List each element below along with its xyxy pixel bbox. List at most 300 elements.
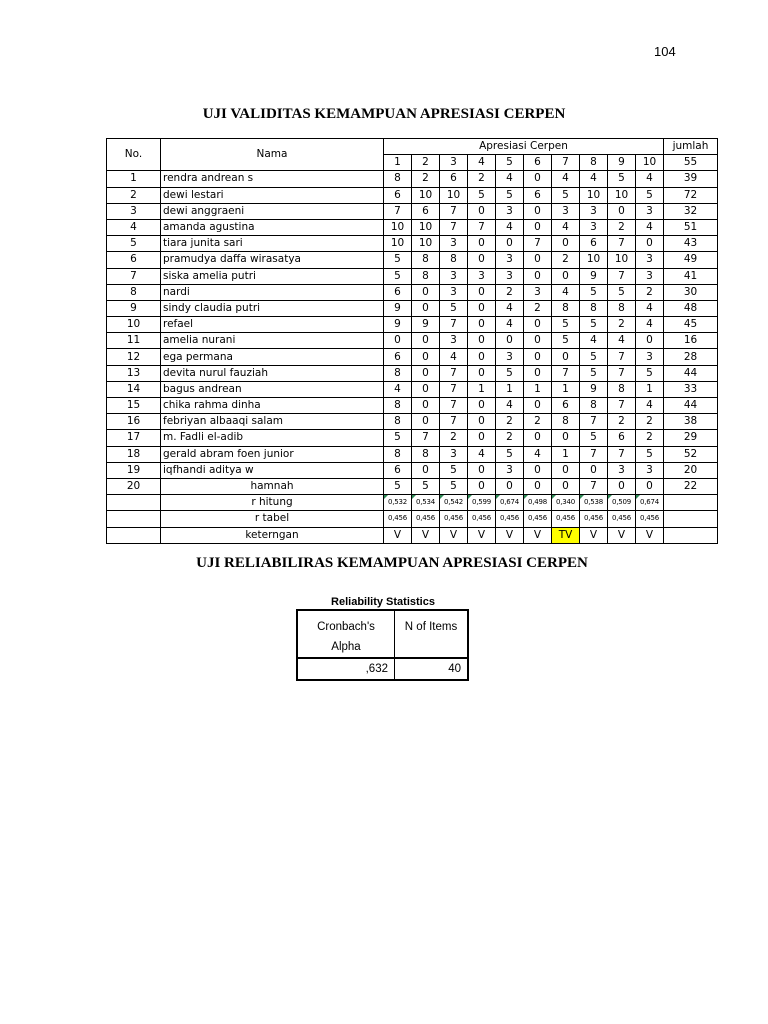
score-cell: 2 (496, 284, 524, 300)
r-hitung-value: 0,532 (384, 495, 412, 511)
score-cell: 8 (412, 446, 440, 462)
student-name: febriyan albaaqi salam (161, 414, 384, 430)
score-cell: 3 (440, 236, 468, 252)
row-number: 5 (107, 236, 161, 252)
score-cell: 7 (384, 203, 412, 219)
score-cell: 0 (524, 430, 552, 446)
student-name: ega permana (161, 349, 384, 365)
student-name: dewi lestari (161, 187, 384, 203)
item-number: 7 (552, 155, 580, 171)
table-row (107, 300, 718, 316)
score-cell: 7 (608, 349, 636, 365)
total-cell: 52 (664, 446, 718, 462)
score-cell: 8 (608, 381, 636, 397)
score-cell: 1 (496, 381, 524, 397)
row-number: 7 (107, 268, 161, 284)
score-cell: 4 (552, 284, 580, 300)
row-number: 19 (107, 462, 161, 478)
jumlah-total: 55 (664, 155, 718, 171)
score-cell: 1 (552, 381, 580, 397)
student-name: devita nurul fauziah (161, 365, 384, 381)
score-cell: 3 (636, 252, 664, 268)
student-name: nardi (161, 284, 384, 300)
score-cell: 7 (440, 203, 468, 219)
r-tabel-value: 0,456 (496, 511, 524, 527)
validity-table (106, 138, 718, 544)
score-cell: 0 (412, 349, 440, 365)
score-cell: 0 (524, 317, 552, 333)
student-name: bagus andrean (161, 381, 384, 397)
total-cell: 32 (664, 203, 718, 219)
table-row (107, 349, 718, 365)
keterangan-value: V (608, 527, 636, 543)
reliability-stats-table (296, 609, 469, 681)
score-cell: 0 (468, 478, 496, 494)
r-hitung-label: r hitung (161, 495, 384, 511)
row-number: 2 (107, 187, 161, 203)
score-cell: 5 (384, 252, 412, 268)
score-cell: 3 (552, 203, 580, 219)
table-row (107, 462, 718, 478)
score-cell: 4 (440, 349, 468, 365)
row-number: 12 (107, 349, 161, 365)
score-cell: 4 (552, 219, 580, 235)
score-cell: 3 (608, 462, 636, 478)
score-cell: 5 (384, 430, 412, 446)
total-cell: 44 (664, 365, 718, 381)
score-cell: 7 (440, 381, 468, 397)
score-cell: 4 (636, 171, 664, 187)
score-cell: 0 (412, 414, 440, 430)
score-cell: 7 (440, 365, 468, 381)
score-cell: 6 (440, 171, 468, 187)
r-tabel-value: 0,456 (608, 511, 636, 527)
score-cell: 4 (608, 333, 636, 349)
score-cell: 0 (468, 430, 496, 446)
score-cell: 7 (440, 414, 468, 430)
score-cell: 5 (608, 284, 636, 300)
score-cell: 7 (524, 236, 552, 252)
score-cell: 2 (496, 414, 524, 430)
item-number: 2 (412, 155, 440, 171)
score-cell: 0 (524, 462, 552, 478)
score-cell: 5 (608, 171, 636, 187)
score-cell: 4 (496, 219, 524, 235)
r-hitung-value: 0,674 (496, 495, 524, 511)
score-cell: 0 (552, 349, 580, 365)
score-cell: 7 (580, 446, 608, 462)
score-cell: 10 (580, 252, 608, 268)
total-cell: 20 (664, 462, 718, 478)
score-cell: 0 (468, 365, 496, 381)
r-hitung-value: 0,509 (608, 495, 636, 511)
score-cell: 0 (412, 333, 440, 349)
score-cell: 8 (412, 252, 440, 268)
no-header: No. (107, 139, 161, 171)
score-cell: 6 (384, 187, 412, 203)
score-cell: 9 (580, 381, 608, 397)
score-cell: 9 (384, 317, 412, 333)
score-cell: 0 (468, 203, 496, 219)
score-cell: 0 (412, 381, 440, 397)
score-cell: 5 (440, 462, 468, 478)
total-cell: 39 (664, 171, 718, 187)
cronbach-alpha-header (297, 610, 395, 658)
score-cell: 5 (496, 365, 524, 381)
score-cell: 3 (440, 446, 468, 462)
score-cell: 5 (580, 349, 608, 365)
row-number: 4 (107, 219, 161, 235)
table-row (107, 236, 718, 252)
r-tabel-value: 0,456 (468, 511, 496, 527)
student-name: dewi anggraeni (161, 203, 384, 219)
table-row (107, 268, 718, 284)
r-tabel-value: 0,456 (580, 511, 608, 527)
keterangan-value: V (412, 527, 440, 543)
table-row (107, 187, 718, 203)
score-cell: 3 (440, 333, 468, 349)
score-cell: 6 (608, 430, 636, 446)
score-cell: 3 (496, 268, 524, 284)
student-name: rendra andrean s (161, 171, 384, 187)
keterangan-value: V (580, 527, 608, 543)
score-cell: 2 (524, 414, 552, 430)
total-cell: 43 (664, 236, 718, 252)
score-cell: 7 (608, 236, 636, 252)
score-cell: 0 (468, 398, 496, 414)
score-cell: 7 (440, 317, 468, 333)
r-hitung-value: 0,542 (440, 495, 468, 511)
score-cell: 8 (412, 268, 440, 284)
score-cell: 7 (580, 414, 608, 430)
score-cell: 7 (608, 268, 636, 284)
row-number: 13 (107, 365, 161, 381)
jumlah-header: jumlah (664, 139, 718, 155)
score-cell: 10 (440, 187, 468, 203)
score-cell: 2 (608, 414, 636, 430)
score-cell: 5 (552, 187, 580, 203)
score-cell: 5 (384, 268, 412, 284)
header-row (107, 139, 718, 155)
student-name: siska amelia putri (161, 268, 384, 284)
reliability-title: UJI RELIABILIRAS KEMAMPUAN APRESIASI CERPEN (196, 555, 588, 571)
score-cell: 1 (636, 381, 664, 397)
score-cell: 3 (496, 252, 524, 268)
row-number: 20 (107, 478, 161, 494)
score-cell: 2 (468, 171, 496, 187)
score-cell: 2 (524, 300, 552, 316)
score-cell: 9 (384, 300, 412, 316)
row-number: 11 (107, 333, 161, 349)
alpha-label: Alpha (331, 641, 361, 653)
score-cell: 8 (580, 398, 608, 414)
score-cell: 2 (636, 430, 664, 446)
score-cell: 0 (496, 236, 524, 252)
score-cell: 0 (636, 478, 664, 494)
score-cell: 5 (636, 187, 664, 203)
row-number: 14 (107, 381, 161, 397)
nama-header: Nama (161, 139, 384, 171)
item-number: 8 (580, 155, 608, 171)
score-cell: 5 (496, 187, 524, 203)
r-tabel-label: r tabel (161, 511, 384, 527)
score-cell: 1 (468, 381, 496, 397)
score-cell: 0 (468, 462, 496, 478)
n-items-value: 40 (395, 658, 469, 680)
row-number: 18 (107, 446, 161, 462)
table-row (107, 446, 718, 462)
total-cell: 49 (664, 252, 718, 268)
row-number: 8 (107, 284, 161, 300)
table-row (107, 317, 718, 333)
item-number: 10 (636, 155, 664, 171)
score-cell: 0 (524, 478, 552, 494)
r-hitung-value: 0,538 (580, 495, 608, 511)
table-row (107, 219, 718, 235)
score-cell: 6 (384, 284, 412, 300)
score-cell: 3 (636, 462, 664, 478)
score-cell: 8 (552, 300, 580, 316)
score-cell: 5 (636, 365, 664, 381)
score-cell: 10 (608, 252, 636, 268)
r-hitung-value: 0,340 (552, 495, 580, 511)
score-cell: 8 (552, 414, 580, 430)
row-number: 16 (107, 414, 161, 430)
empty-cell (107, 527, 161, 543)
score-cell: 0 (524, 349, 552, 365)
score-cell: 0 (412, 398, 440, 414)
score-cell: 0 (468, 317, 496, 333)
score-cell: 5 (580, 317, 608, 333)
score-cell: 4 (636, 300, 664, 316)
score-cell: 0 (524, 203, 552, 219)
score-cell: 4 (552, 171, 580, 187)
empty-cell (664, 527, 718, 543)
r-hitung-value: 0,498 (524, 495, 552, 511)
r-hitung-value: 0,599 (468, 495, 496, 511)
total-cell: 22 (664, 478, 718, 494)
score-cell: 2 (608, 317, 636, 333)
score-cell: 4 (636, 317, 664, 333)
score-cell: 3 (496, 462, 524, 478)
score-cell: 10 (384, 219, 412, 235)
validity-title: UJI VALIDITAS KEMAMPUAN APRESIASI CERPEN (202, 106, 566, 122)
score-cell: 3 (496, 203, 524, 219)
r-hitung-row (107, 495, 718, 511)
total-cell: 51 (664, 219, 718, 235)
score-cell: 8 (384, 365, 412, 381)
student-name: chika rahma dinha (161, 398, 384, 414)
table-row (107, 284, 718, 300)
apresiasi-cerpen-header: Apresiasi Cerpen (384, 139, 664, 155)
r-tabel-value: 0,456 (384, 511, 412, 527)
score-cell: 2 (636, 414, 664, 430)
total-cell: 72 (664, 187, 718, 203)
score-cell: 4 (636, 398, 664, 414)
score-cell: 5 (440, 478, 468, 494)
r-tabel-value: 0,456 (552, 511, 580, 527)
score-cell: 5 (412, 478, 440, 494)
score-cell: 5 (636, 446, 664, 462)
score-cell: 10 (412, 236, 440, 252)
row-number: 6 (107, 252, 161, 268)
score-cell: 3 (636, 268, 664, 284)
score-cell: 0 (496, 333, 524, 349)
score-cell: 0 (552, 236, 580, 252)
table-row (107, 252, 718, 268)
table-row (107, 430, 718, 446)
keterangan-value: TV (552, 527, 580, 543)
score-cell: 3 (440, 268, 468, 284)
score-cell: 10 (412, 187, 440, 203)
total-cell: 45 (664, 317, 718, 333)
student-name: pramudya daffa wirasatya (161, 252, 384, 268)
score-cell: 5 (552, 333, 580, 349)
score-cell: 8 (580, 300, 608, 316)
total-cell: 44 (664, 398, 718, 414)
score-cell: 5 (496, 446, 524, 462)
score-cell: 0 (524, 268, 552, 284)
keterangan-value: V (524, 527, 552, 543)
score-cell: 3 (580, 203, 608, 219)
r-hitung-value: 0,674 (636, 495, 664, 511)
score-cell: 1 (552, 446, 580, 462)
item-number: 3 (440, 155, 468, 171)
student-name: tiara junita sari (161, 236, 384, 252)
row-number: 10 (107, 317, 161, 333)
keterangan-value: V (496, 527, 524, 543)
score-cell: 0 (412, 284, 440, 300)
score-cell: 6 (580, 236, 608, 252)
table-row (107, 365, 718, 381)
score-cell: 0 (524, 219, 552, 235)
total-cell: 29 (664, 430, 718, 446)
score-cell: 10 (384, 236, 412, 252)
score-cell: 3 (524, 284, 552, 300)
score-cell: 8 (384, 171, 412, 187)
item-number: 9 (608, 155, 636, 171)
alpha-value: ,632 (297, 658, 395, 680)
score-cell: 4 (580, 171, 608, 187)
student-name: m. Fadli el-adib (161, 430, 384, 446)
empty-cell (664, 511, 718, 527)
table-row (107, 398, 718, 414)
student-name: gerald abram foen junior (161, 446, 384, 462)
score-cell: 4 (496, 300, 524, 316)
score-cell: 3 (468, 268, 496, 284)
item-number: 6 (524, 155, 552, 171)
score-cell: 1 (524, 381, 552, 397)
score-cell: 3 (440, 284, 468, 300)
score-cell: 2 (636, 284, 664, 300)
table-row (107, 333, 718, 349)
score-cell: 6 (412, 203, 440, 219)
row-number: 3 (107, 203, 161, 219)
score-cell: 0 (608, 203, 636, 219)
total-cell: 33 (664, 381, 718, 397)
score-cell: 10 (580, 187, 608, 203)
score-cell: 0 (524, 398, 552, 414)
score-cell: 0 (636, 333, 664, 349)
r-tabel-value: 0,456 (636, 511, 664, 527)
score-cell: 3 (580, 219, 608, 235)
student-name: iqfhandi aditya w (161, 462, 384, 478)
score-cell: 0 (608, 478, 636, 494)
total-cell: 41 (664, 268, 718, 284)
table-row (107, 171, 718, 187)
score-cell: 5 (552, 317, 580, 333)
score-cell: 7 (440, 219, 468, 235)
score-cell: 0 (552, 430, 580, 446)
score-cell: 0 (524, 171, 552, 187)
score-cell: 7 (608, 446, 636, 462)
score-cell: 0 (468, 414, 496, 430)
score-cell: 0 (468, 333, 496, 349)
r-tabel-value: 0,456 (412, 511, 440, 527)
score-cell: 2 (412, 171, 440, 187)
score-cell: 9 (412, 317, 440, 333)
score-cell: 0 (468, 349, 496, 365)
keterangan-value: V (468, 527, 496, 543)
total-cell: 48 (664, 300, 718, 316)
row-number: 9 (107, 300, 161, 316)
score-cell: 0 (468, 284, 496, 300)
r-tabel-row (107, 511, 718, 527)
student-name: sindy claudia putri (161, 300, 384, 316)
keterangan-value: V (636, 527, 664, 543)
score-cell: 10 (412, 219, 440, 235)
score-cell: 8 (608, 300, 636, 316)
score-cell: 5 (384, 478, 412, 494)
student-name: amelia nurani (161, 333, 384, 349)
r-hitung-value: 0,534 (412, 495, 440, 511)
score-cell: 0 (468, 252, 496, 268)
empty-cell (107, 511, 161, 527)
score-cell: 4 (384, 381, 412, 397)
score-cell: 5 (440, 300, 468, 316)
empty-cell (664, 495, 718, 511)
score-cell: 4 (636, 219, 664, 235)
score-cell: 6 (384, 462, 412, 478)
score-cell: 5 (580, 284, 608, 300)
empty-cell (107, 495, 161, 511)
score-cell: 0 (524, 333, 552, 349)
total-cell: 38 (664, 414, 718, 430)
score-cell: 2 (440, 430, 468, 446)
score-cell: 2 (608, 219, 636, 235)
score-cell: 5 (580, 365, 608, 381)
total-cell: 16 (664, 333, 718, 349)
score-cell: 0 (496, 478, 524, 494)
score-cell: 4 (496, 398, 524, 414)
score-cell: 8 (440, 252, 468, 268)
score-cell: 0 (552, 268, 580, 284)
student-name: amanda agustina (161, 219, 384, 235)
score-cell: 0 (468, 236, 496, 252)
score-cell: 0 (524, 365, 552, 381)
score-cell: 5 (580, 430, 608, 446)
score-cell: 8 (384, 446, 412, 462)
page-number: 104 (654, 44, 676, 59)
score-cell: 0 (580, 462, 608, 478)
n-items-header: N of Items (395, 610, 469, 658)
score-cell: 2 (496, 430, 524, 446)
score-cell: 0 (552, 462, 580, 478)
score-cell: 7 (468, 219, 496, 235)
r-tabel-value: 0,456 (524, 511, 552, 527)
total-cell: 28 (664, 349, 718, 365)
score-cell: 0 (524, 252, 552, 268)
